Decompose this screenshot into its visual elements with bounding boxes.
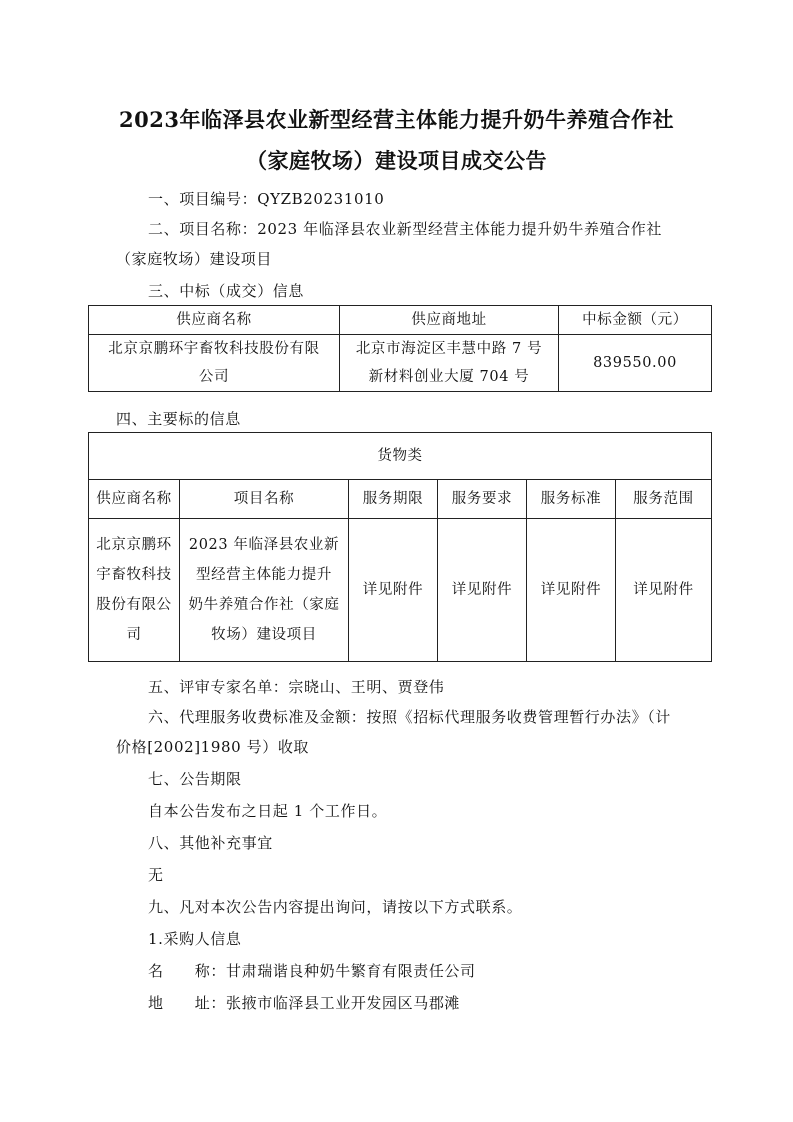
goods-header-requirement: 服务要求: [438, 480, 527, 519]
other-matters-body: 无: [148, 866, 164, 884]
supplier-address-line1: 北京市海淀区丰慧中路 7 号: [355, 341, 543, 357]
supplier-address-line2: 新材料创业大厦 704 号: [368, 369, 530, 385]
notice-period-heading: 七、公告期限: [148, 770, 242, 788]
contact-heading: 九、凡对本次公告内容提出询问，请按以下方式联系。: [148, 898, 523, 916]
supplier-name-cell: [89, 335, 340, 392]
goods-supplier-line: 司: [126, 627, 142, 643]
agency-fee-line2: 价格[2002]1980 号）收取: [116, 738, 310, 756]
goods-standard-cell: 详见附件: [527, 519, 616, 662]
project-name-line1: 二、项目名称：2023 年临泽县农业新型经营主体能力提升奶牛养殖合作社: [148, 220, 662, 238]
purchaser-name-row: [148, 960, 476, 981]
project-number: 一、项目编号：QYZB20231010: [148, 190, 385, 208]
purchaser-info-heading: 1.采购人信息: [148, 930, 242, 948]
supplier-name-line2: 公司: [198, 369, 230, 385]
purchaser-address-row: [148, 992, 460, 1013]
goods-supplier-line: 宇畜牧科技: [96, 567, 172, 583]
goods-term-cell: 详见附件: [349, 519, 438, 662]
document-title-line2: （家庭牧场）建设项目成交公告: [246, 148, 547, 173]
header-supplier-name: 供应商名称: [89, 306, 340, 335]
purchaser-address-value: 张掖市临泽县工业开发园区马郡滩: [226, 994, 461, 1012]
goods-requirement-cell: 详见附件: [438, 519, 527, 662]
purchaser-name-label: 名 称：: [148, 962, 227, 980]
supplier-address-cell: [340, 335, 559, 392]
goods-table-caption-row: [89, 433, 712, 480]
section-main-items-heading: 四、主要标的信息: [116, 410, 241, 428]
award-amount-cell: 839550.00: [559, 335, 712, 392]
goods-project-line: 牧场）建设项目: [211, 627, 317, 643]
other-matters-heading: 八、其他补充事宜: [148, 834, 273, 852]
goods-project-cell: [180, 519, 349, 662]
award-table-row: [89, 335, 712, 392]
goods-header-term: 服务期限: [349, 480, 438, 519]
goods-project-line: 2023 年临泽县农业新: [188, 537, 340, 553]
section-award-heading: 三、中标（成交）信息: [148, 282, 305, 300]
goods-table-row: [89, 519, 712, 662]
award-table-header-row: [89, 306, 712, 335]
purchaser-address-label: 地 址：: [148, 994, 227, 1012]
goods-header-scope: 服务范围: [616, 480, 712, 519]
goods-caption: 货物类: [89, 433, 712, 480]
document-title-line1: 2023年临泽县农业新型经营主体能力提升奶牛养殖合作社: [119, 107, 674, 132]
goods-supplier-line: 股份有限公: [96, 597, 172, 613]
goods-table: [88, 432, 712, 662]
expert-list: 五、评审专家名单：宗晓山、王明、贾登伟: [148, 678, 445, 696]
goods-header-project: 项目名称: [180, 480, 349, 519]
agency-fee-line1: 六、代理服务收费标准及金额：按照《招标代理服务收费管理暂行办法》（计: [148, 708, 671, 726]
goods-supplier-line: 北京京鹏环: [96, 537, 172, 553]
goods-header-standard: 服务标准: [527, 480, 616, 519]
goods-project-line: 型经营主体能力提升: [196, 567, 332, 583]
goods-supplier-cell: [89, 519, 180, 662]
goods-table-header-row: [89, 480, 712, 519]
purchaser-name-value: 甘肃瑞谐良种奶牛繁育有限责任公司: [226, 962, 476, 980]
goods-scope-cell: 详见附件: [616, 519, 712, 662]
award-table: [88, 305, 712, 392]
goods-header-supplier: 供应商名称: [89, 480, 180, 519]
header-award-amount: 中标金额（元）: [559, 306, 712, 335]
header-supplier-address: 供应商地址: [340, 306, 559, 335]
notice-period-body: 自本公告发布之日起 1 个工作日。: [148, 802, 388, 820]
supplier-name-line1: 北京京鹏环宇畜牧科技股份有限: [108, 341, 320, 357]
project-name-line2: （家庭牧场）建设项目: [116, 250, 273, 268]
goods-project-line: 奶牛养殖合作社（家庭: [188, 597, 340, 613]
